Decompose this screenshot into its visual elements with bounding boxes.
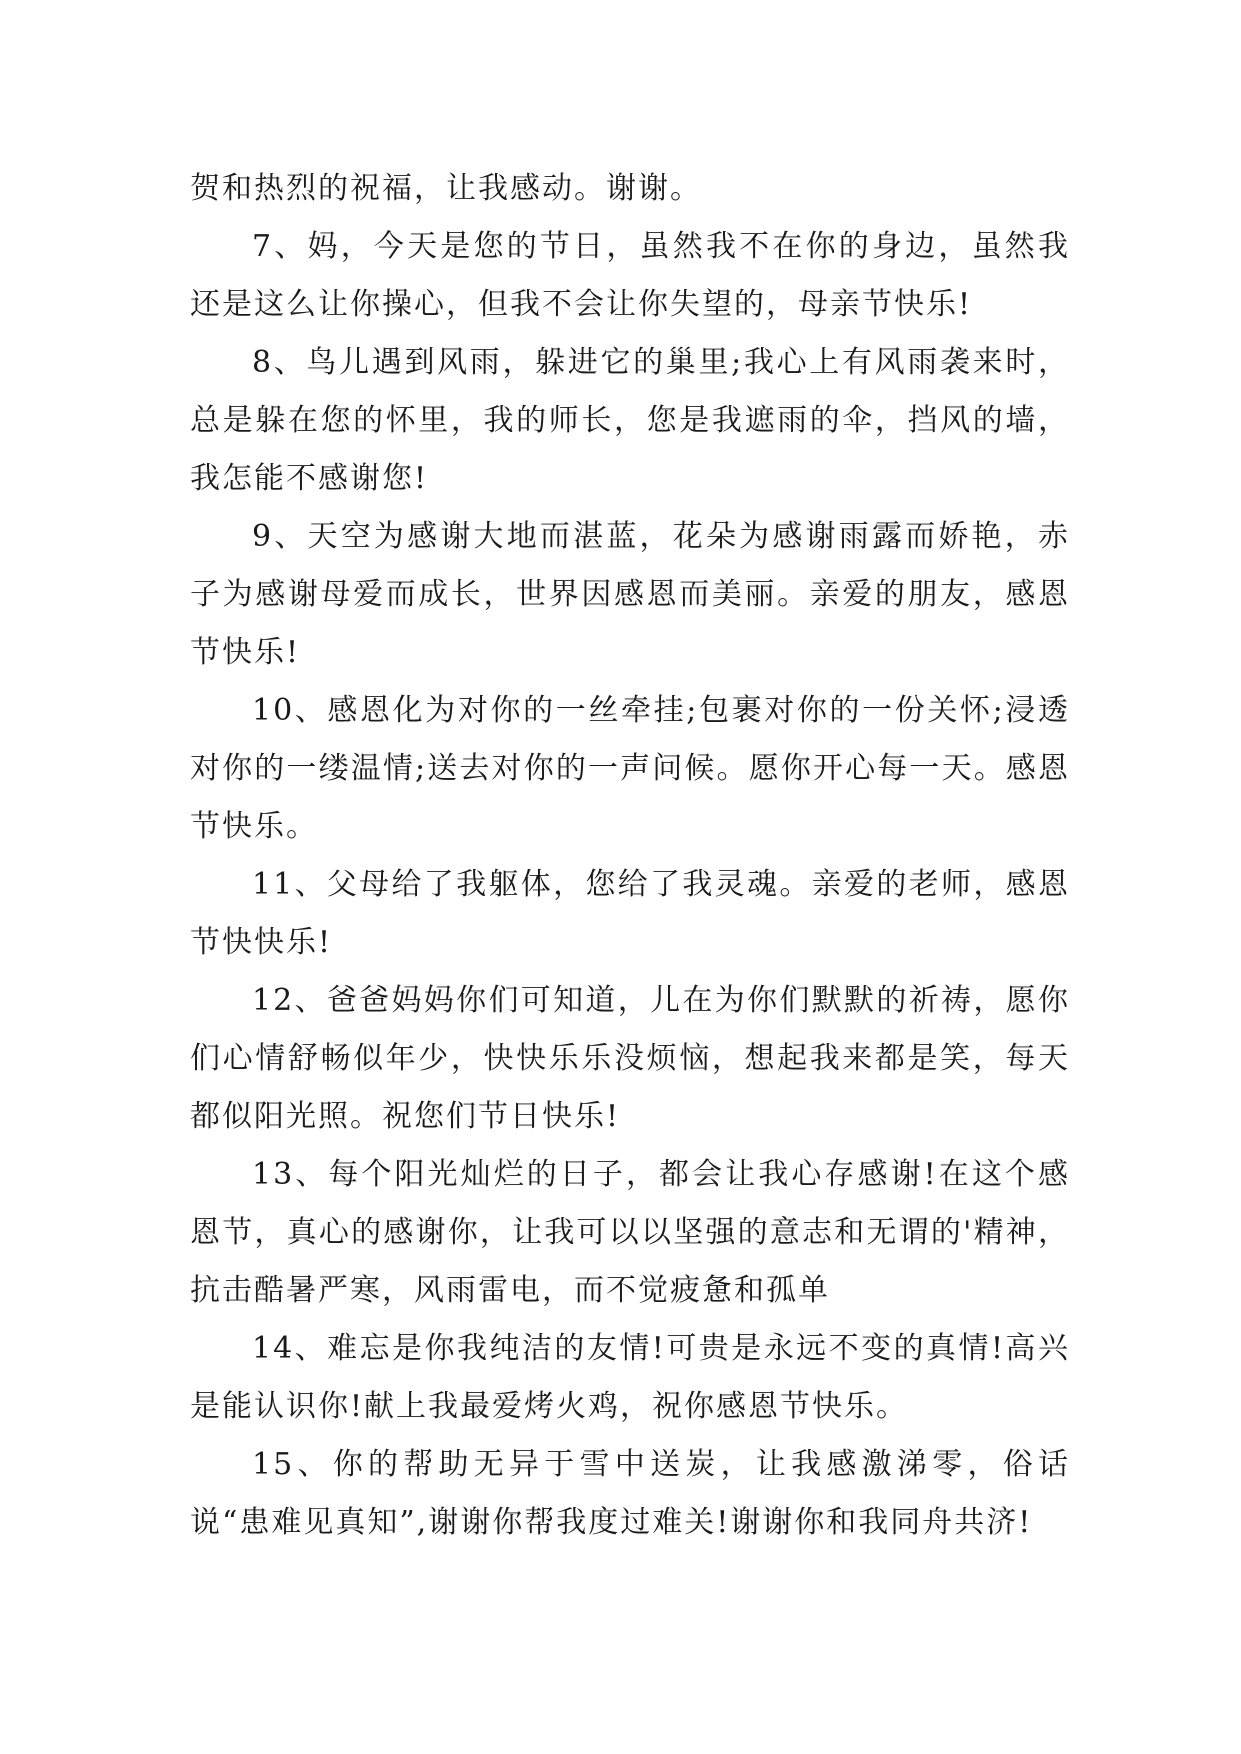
paragraph-item-12: 12、爸爸妈妈你们可知道，儿在为你们默默的祈祷，愿你们心情舒畅似年少，快快乐乐没烦恼，想起我来都是笑，每天都似阳光照。祝您们节日快乐! [190,983,1070,1134]
paragraph-continuation: 贺和热烈的祝福，让我感动。谢谢。 [190,171,702,206]
paragraph-item-10: 10、感恩化为对你的一丝牵挂;包裹对你的一份关怀;浸透对你的一缕温情;送去对你的一声问候。愿你开心每一天。感恩节快乐。 [190,693,1070,844]
paragraph-item-8: 8、鸟儿遇到风雨，躲进它的巢里;我心上有风雨袭来时，总是躲在您的怀里，我的师长，您是我遮雨的伞，挡风的墙，我怎能不感谢您! [190,345,1070,496]
paragraph-item-14: 14、难忘是你我纯洁的友情!可贵是永远不变的真情!高兴是能认识你!献上我最爱烤火鸡，祝你感恩节快乐。 [190,1331,1070,1424]
document-body [190,160,1070,1552]
paragraph-item-7: 7、妈，今天是您的节日，虽然我不在你的身边，虽然我还是这么让你操心，但我不会让你失望的，母亲节快乐! [190,229,1070,322]
paragraph-item-15: 15、你的帮助无异于雪中送炭，让我感激涕零，俗话说“患难见真知”,谢谢你帮我度过难关!谢谢你和我同舟共济! [190,1447,1070,1540]
paragraph-item-9: 9、天空为感谢大地而湛蓝，花朵为感谢雨露而娇艳，赤子为感谢母爱而成长，世界因感恩而美丽。亲爱的朋友，感恩节快乐! [190,519,1070,670]
paragraph-item-13: 13、每个阳光灿烂的日子，都会让我心存感谢!在这个感恩节，真心的感谢你，让我可以以坚强的意志和无谓的'精神，抗击酷暑严寒，风雨雷电，而不觉疲惫和孤单 [190,1157,1070,1308]
paragraph-item-11: 11、父母给了我躯体，您给了我灵魂。亲爱的老师，感恩节快快乐! [190,867,1070,960]
